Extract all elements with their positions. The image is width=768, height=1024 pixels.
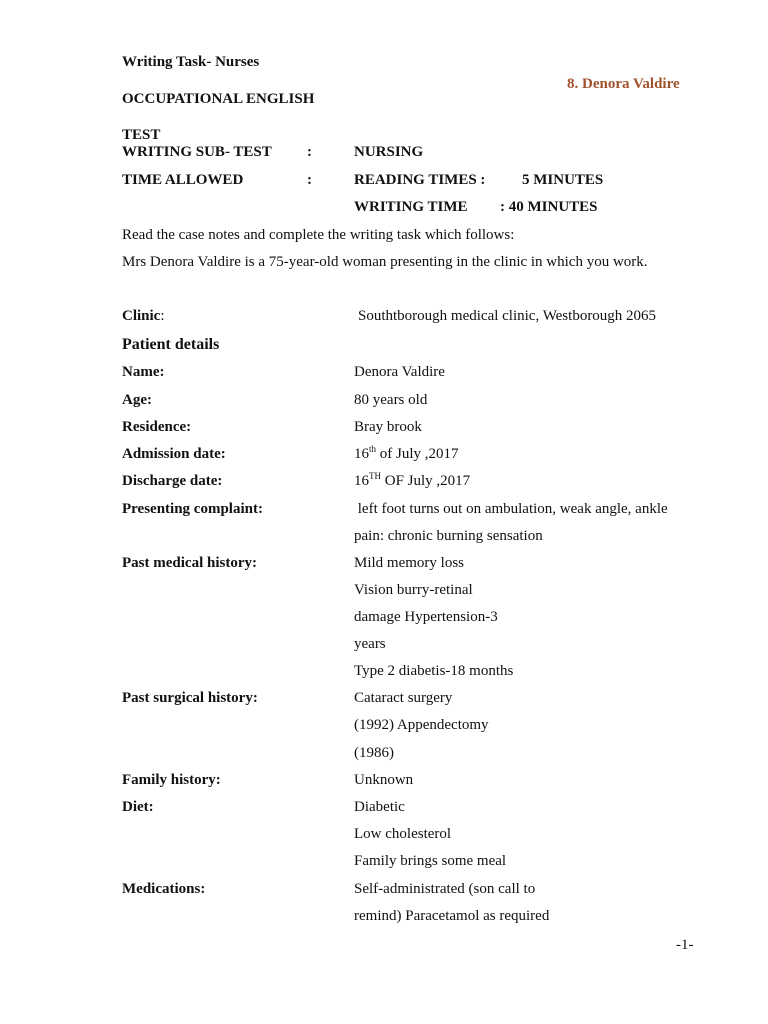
clinic-row [122,308,165,325]
clinic-colon: : [160,308,165,324]
admission-label: Admission date: [122,446,226,462]
age-value: 80 years old [354,392,428,408]
discharge-suffix: TH [369,471,381,481]
psh-line: (1986) [354,745,394,761]
name-label: Name: [122,364,165,380]
medication-line: remind) Paracetamol as required [354,908,550,924]
medications-label: Medications: [122,881,206,897]
pmh-line: Vision burry-retinal [354,582,473,598]
discharge-value [354,473,470,490]
test-name-line1: OCCUPATIONAL ENGLISH [122,91,315,107]
complaint-label: Presenting complaint: [122,501,263,517]
subtest-label: WRITING SUB- TEST [122,144,272,160]
time-allowed-colon: : [307,172,312,188]
admission-suffix: th [369,444,377,454]
page-number: -1- [676,937,694,953]
case-title: 8. Denora Valdire [567,76,680,92]
discharge-day: 16 [354,473,369,489]
writing-time-label: WRITING TIME [354,199,468,215]
name-value: Denora Valdire [354,364,445,380]
case-summary: Mrs Denora Valdire is a 75-year-old woman presenting in the clinic in which you work. [122,254,648,270]
subtest-value: NURSING [354,144,424,160]
complaint-line-2: pain: chronic burning sensation [354,528,543,544]
diet-label: Diet: [122,799,154,815]
diet-line: Family brings some meal [354,853,507,869]
time-allowed-label: TIME ALLOWED [122,172,244,188]
admission-day: 16 [354,446,369,462]
pmh-line: years [354,636,386,652]
psh-line: Cataract surgery [354,690,453,706]
residence-value: Bray brook [354,419,422,435]
writing-time-value: : 40 MINUTES [500,199,598,215]
medication-line: Self-administrated (son call to [354,881,536,897]
psh-label: Past surgical history: [122,690,258,706]
reading-time-label: READING TIMES : [354,172,486,188]
age-label: Age: [122,392,152,408]
clinic-value: Southtborough medical clinic, Westborough 2065 [358,308,657,324]
residence-label: Residence: [122,419,192,435]
patient-details-heading: Patient details [122,336,220,353]
pmh-line: Mild memory loss [354,555,465,571]
diet-line: Low cholesterol [354,826,452,842]
test-name-line2: TEST [122,127,161,143]
diet-line: Diabetic [354,799,405,815]
instruction-text: Read the case notes and complete the writing task which follows: [122,227,515,243]
complaint-line-1: left foot turns out on ambulation, weak angle, ankle [354,501,668,517]
pmh-line: damage Hypertension-3 [354,609,498,625]
family-history-value: Unknown [354,772,414,788]
pmh-label: Past medical history: [122,555,257,571]
discharge-rest: OF July ,2017 [381,473,471,489]
admission-rest: of July ,2017 [376,446,459,462]
family-history-label: Family history: [122,772,221,788]
psh-line: (1992) Appendectomy [354,717,489,733]
subtest-colon: : [307,144,312,160]
reading-time-value: 5 MINUTES [522,172,604,188]
clinic-label: Clinic [122,308,161,324]
task-title: Writing Task- Nurses [122,54,260,70]
discharge-label: Discharge date: [122,473,223,489]
admission-value [354,446,459,463]
pmh-line: Type 2 diabetis-18 months [354,663,514,679]
